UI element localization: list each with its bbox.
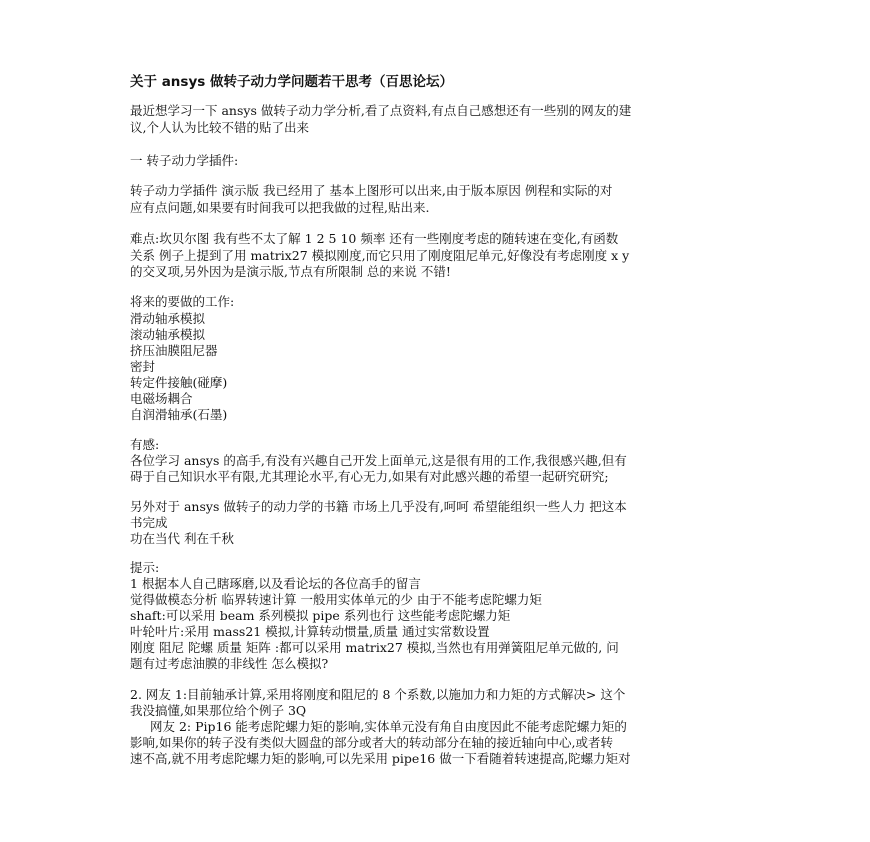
- text-line: 书完成: [130, 515, 168, 530]
- text-line: 有感:: [130, 437, 160, 452]
- text-line: 影响,如果你的转子没有类似大圆盘的部分或者大的转动部分在轴的接近轴向中心,或者转: [130, 735, 613, 750]
- text-line: 最近想学习一下 ansys 做转子动力学分析,看了点资料,有点自己感想还有一些别的网友的建: [130, 103, 632, 118]
- text-line: 提示:: [130, 560, 160, 575]
- text-line: 另外对于 ansys 做转子的动力学的书籍 市场上几乎没有,呵呵 希望能组织一些人力 把这本: [130, 499, 627, 514]
- text-line: 碍于自己知识水平有限,尤其理论水平,有心无力,如果有对此感兴趣的希望一起研究研究;: [130, 469, 609, 484]
- text-line: 议,个人认为比较不错的贴了出来: [130, 120, 309, 135]
- text-line: 的交叉项,另外因为是演示版,节点有所限制 总的来说 不错!: [130, 264, 451, 279]
- text-line: 我没搞懂,如果那位给个例子 3Q: [130, 703, 307, 718]
- text-line: 应有点问题,如果要有时间我可以把我做的过程,贴出来.: [130, 200, 430, 215]
- text-line: 转子动力学插件 演示版 我已经用了 基本上图形可以出来,由于版本原因 例程和实际的对: [130, 183, 613, 198]
- text-line: 将来的要做的工作:: [130, 294, 235, 309]
- document-title: 关于 ansys 做转子动力学问题若干思考（百思论坛）: [130, 74, 453, 90]
- list-item: 转定件接触(碰摩): [130, 375, 228, 390]
- text-line: 功在当代 利在千秋: [130, 531, 234, 546]
- text-line: 关系 例子上提到了用 matrix27 模拟刚度,而它只用了刚度阻尼单元,好像没有考虑刚度 x y: [130, 248, 630, 263]
- list-item: 自润滑轴承(石墨): [130, 407, 228, 422]
- text-line: 难点:坎贝尔图 我有些不太了解 1 2 5 10 频率 还有一些刚度考虑的随转速在变化,有函数: [130, 231, 619, 246]
- text-line: 各位学习 ansys 的高手,有没有兴趣自己开发上面单元,这是很有用的工作,我很感兴趣,但有: [130, 453, 627, 468]
- list-item: 电磁场耦合: [130, 391, 193, 406]
- text-line: 速不高,就不用考虑陀螺力矩的影响,可以先采用 pipe16 做一下看随着转速提高,陀螺力矩对: [130, 751, 631, 766]
- list-item: 挤压油膜阻尼器: [130, 343, 218, 358]
- text-line: 网友 2: Pip16 能考虑陀螺力矩的影响,实体单元没有角自由度因此不能考虑陀螺力矩的: [150, 719, 627, 734]
- text-line: 题有过考虑油膜的非线性 怎么模拟?: [130, 656, 329, 671]
- text-line: 1 根据本人自己瞎琢磨,以及看论坛的各位高手的留言: [130, 576, 421, 591]
- list-item: 滑动轴承模拟: [130, 311, 206, 326]
- text-line: 2. 网友 1:目前轴承计算,采用将刚度和阻尼的 8 个系数,以施加力和力矩的方式解决> 这个: [130, 687, 626, 702]
- list-item: 密封: [130, 359, 156, 374]
- text-line: shaft:可以采用 beam 系列模拟 pipe 系列也行 这些能考虑陀螺力矩: [130, 608, 511, 623]
- text-line: 觉得做模态分析 临界转速计算 一般用实体单元的少 由于不能考虑陀螺力矩: [130, 592, 542, 607]
- section-heading: 一 转子动力学插件:: [130, 153, 239, 168]
- list-item: 滚动轴承模拟: [130, 327, 206, 342]
- text-line: 叶轮叶片:采用 mass21 模拟,计算转动惯量,质量 通过实常数设置: [130, 624, 490, 639]
- text-line: 刚度 阻尼 陀螺 质量 矩阵 :都可以采用 matrix27 模拟,当然也有用弹簧阻尼单元做的, 问: [130, 640, 619, 655]
